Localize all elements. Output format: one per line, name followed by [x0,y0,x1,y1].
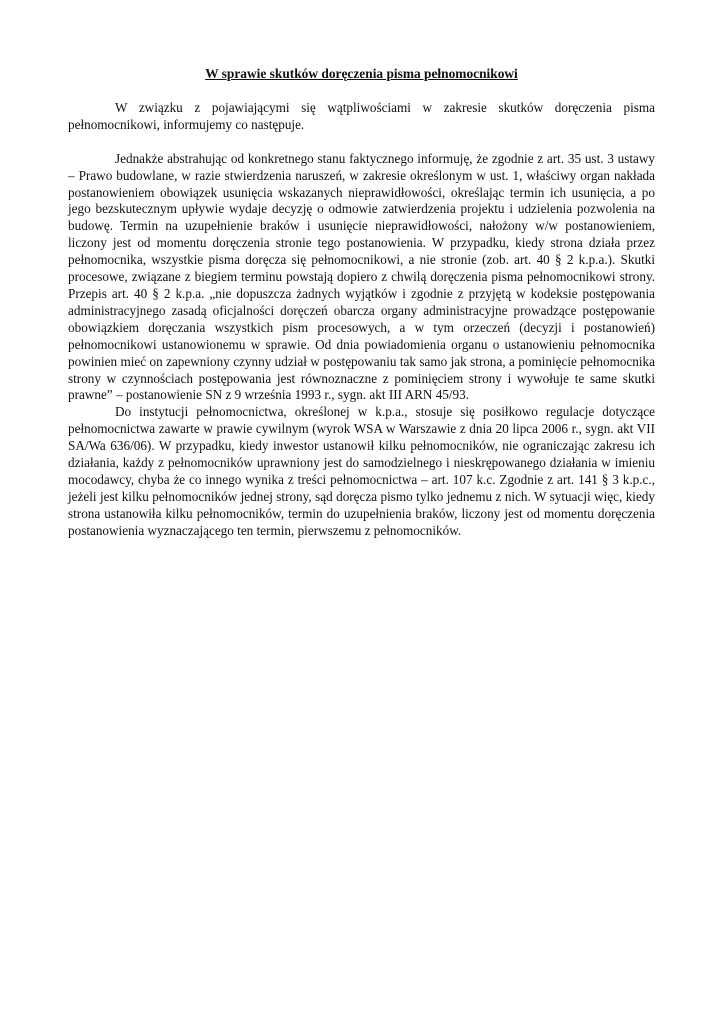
paragraph-civil-law: Do instytucji pełnomocnictwa, określonej w k.p.a., stosuje się posiłkowo regulacje dotyczące pełnomocnictwa zawarte w prawie cywilnym (wyrok WSA w Warszawie z dnia 20 lipca 2006 r., sygn. akt VII SA/Wa 636/06). W przypadku, kiedy inwestor ustanowił kilku pełnomocników, nie ograniczając zakresu ich działania, każdy z pełnomocników uprawniony jest do samodzielnego i nieskrępowanego działania w imieniu mocodawcy, chyba że co innego wynika z treści pełnomocnictwa – art. 107 k.c. Zgodnie z art. 141 § 3 k.p.c., jeżeli jest kilku pełnomocników jednej strony, sąd doręcza pismo tylko jednemu z nich. W sytuacji więc, kiedy strona ustanowiła kilku pełnomocników, termin do uzupełnienia braków, liczony jest od momentu doręczenia postanowienia wyznaczającego ten termin, pierwszemu z pełnomocników. [68,404,655,538]
document-title: W sprawie skutków doręczenia pisma pełnomocnikowi [205,66,518,81]
paragraph-intro: W związku z pojawiającymi się wątpliwościami w zakresie skutków doręczenia pisma pełnomocnikowi, informujemy co następuje. [68,99,655,132]
document-body [68,66,655,540]
paragraph-building-law: Jednakże abstrahując od konkretnego stanu faktycznego informuję, że zgodnie z art. 35 ust. 3 ustawy – Prawo budowlane, w razie stwierdzenia naruszeń, w zakresie określonym w ust. 1, właściwy organ nakłada postanowieniem obowiązek usunięcia wskazanych nieprawidłowości, określając termin ich usunięcia, a po jego bezskutecznym upływie wydaje decyzję o odmowie zatwierdzenia projektu i udzielenia pozwolenia na budowę. Termin na uzupełnienie braków i usunięcie nieprawidłowości, nałożony w/w postanowieniem, liczony jest od momentu doręczenia stronie tego postanowienia. W przypadku, kiedy strona działa przez pełnomocnika, wszystkie pisma doręcza się pełnomocnikowi, a nie stronie (zob. art. 40 § 2 k.p.a.). Skutki procesowe, związane z biegiem terminu powstają dopiero z chwilą doręczenia pisma pełnomocnikowi strony. Przepis art. 40 § 2 k.p.a. „nie dopuszcza żadnych wyjątków i zgodnie z przyjętą w kodeksie postępowania administracyjnego zasadą oficjalności doręczeń obarcza organy administracyjne prowadzące postępowanie obowiązkiem doręczania wszystkich pism procesowych, a w tym orzeczeń (decyzji i postanowień) pełnomocnikowi ustanowionemu w sprawie. Od dnia powiadomienia organu o ustanowieniu pełnomocnika powinien mieć on zapewniony czynny udział w postępowaniu tak samo jak strona, a pominięcie pełnomocnika strony w czynnościach postępowania jest równoznaczne z pominięciem strony i wywołuje te same skutki prawne” – postanowienie SN z 9 września 1993 r., sygn. akt III ARN 45/93. [68,150,655,403]
